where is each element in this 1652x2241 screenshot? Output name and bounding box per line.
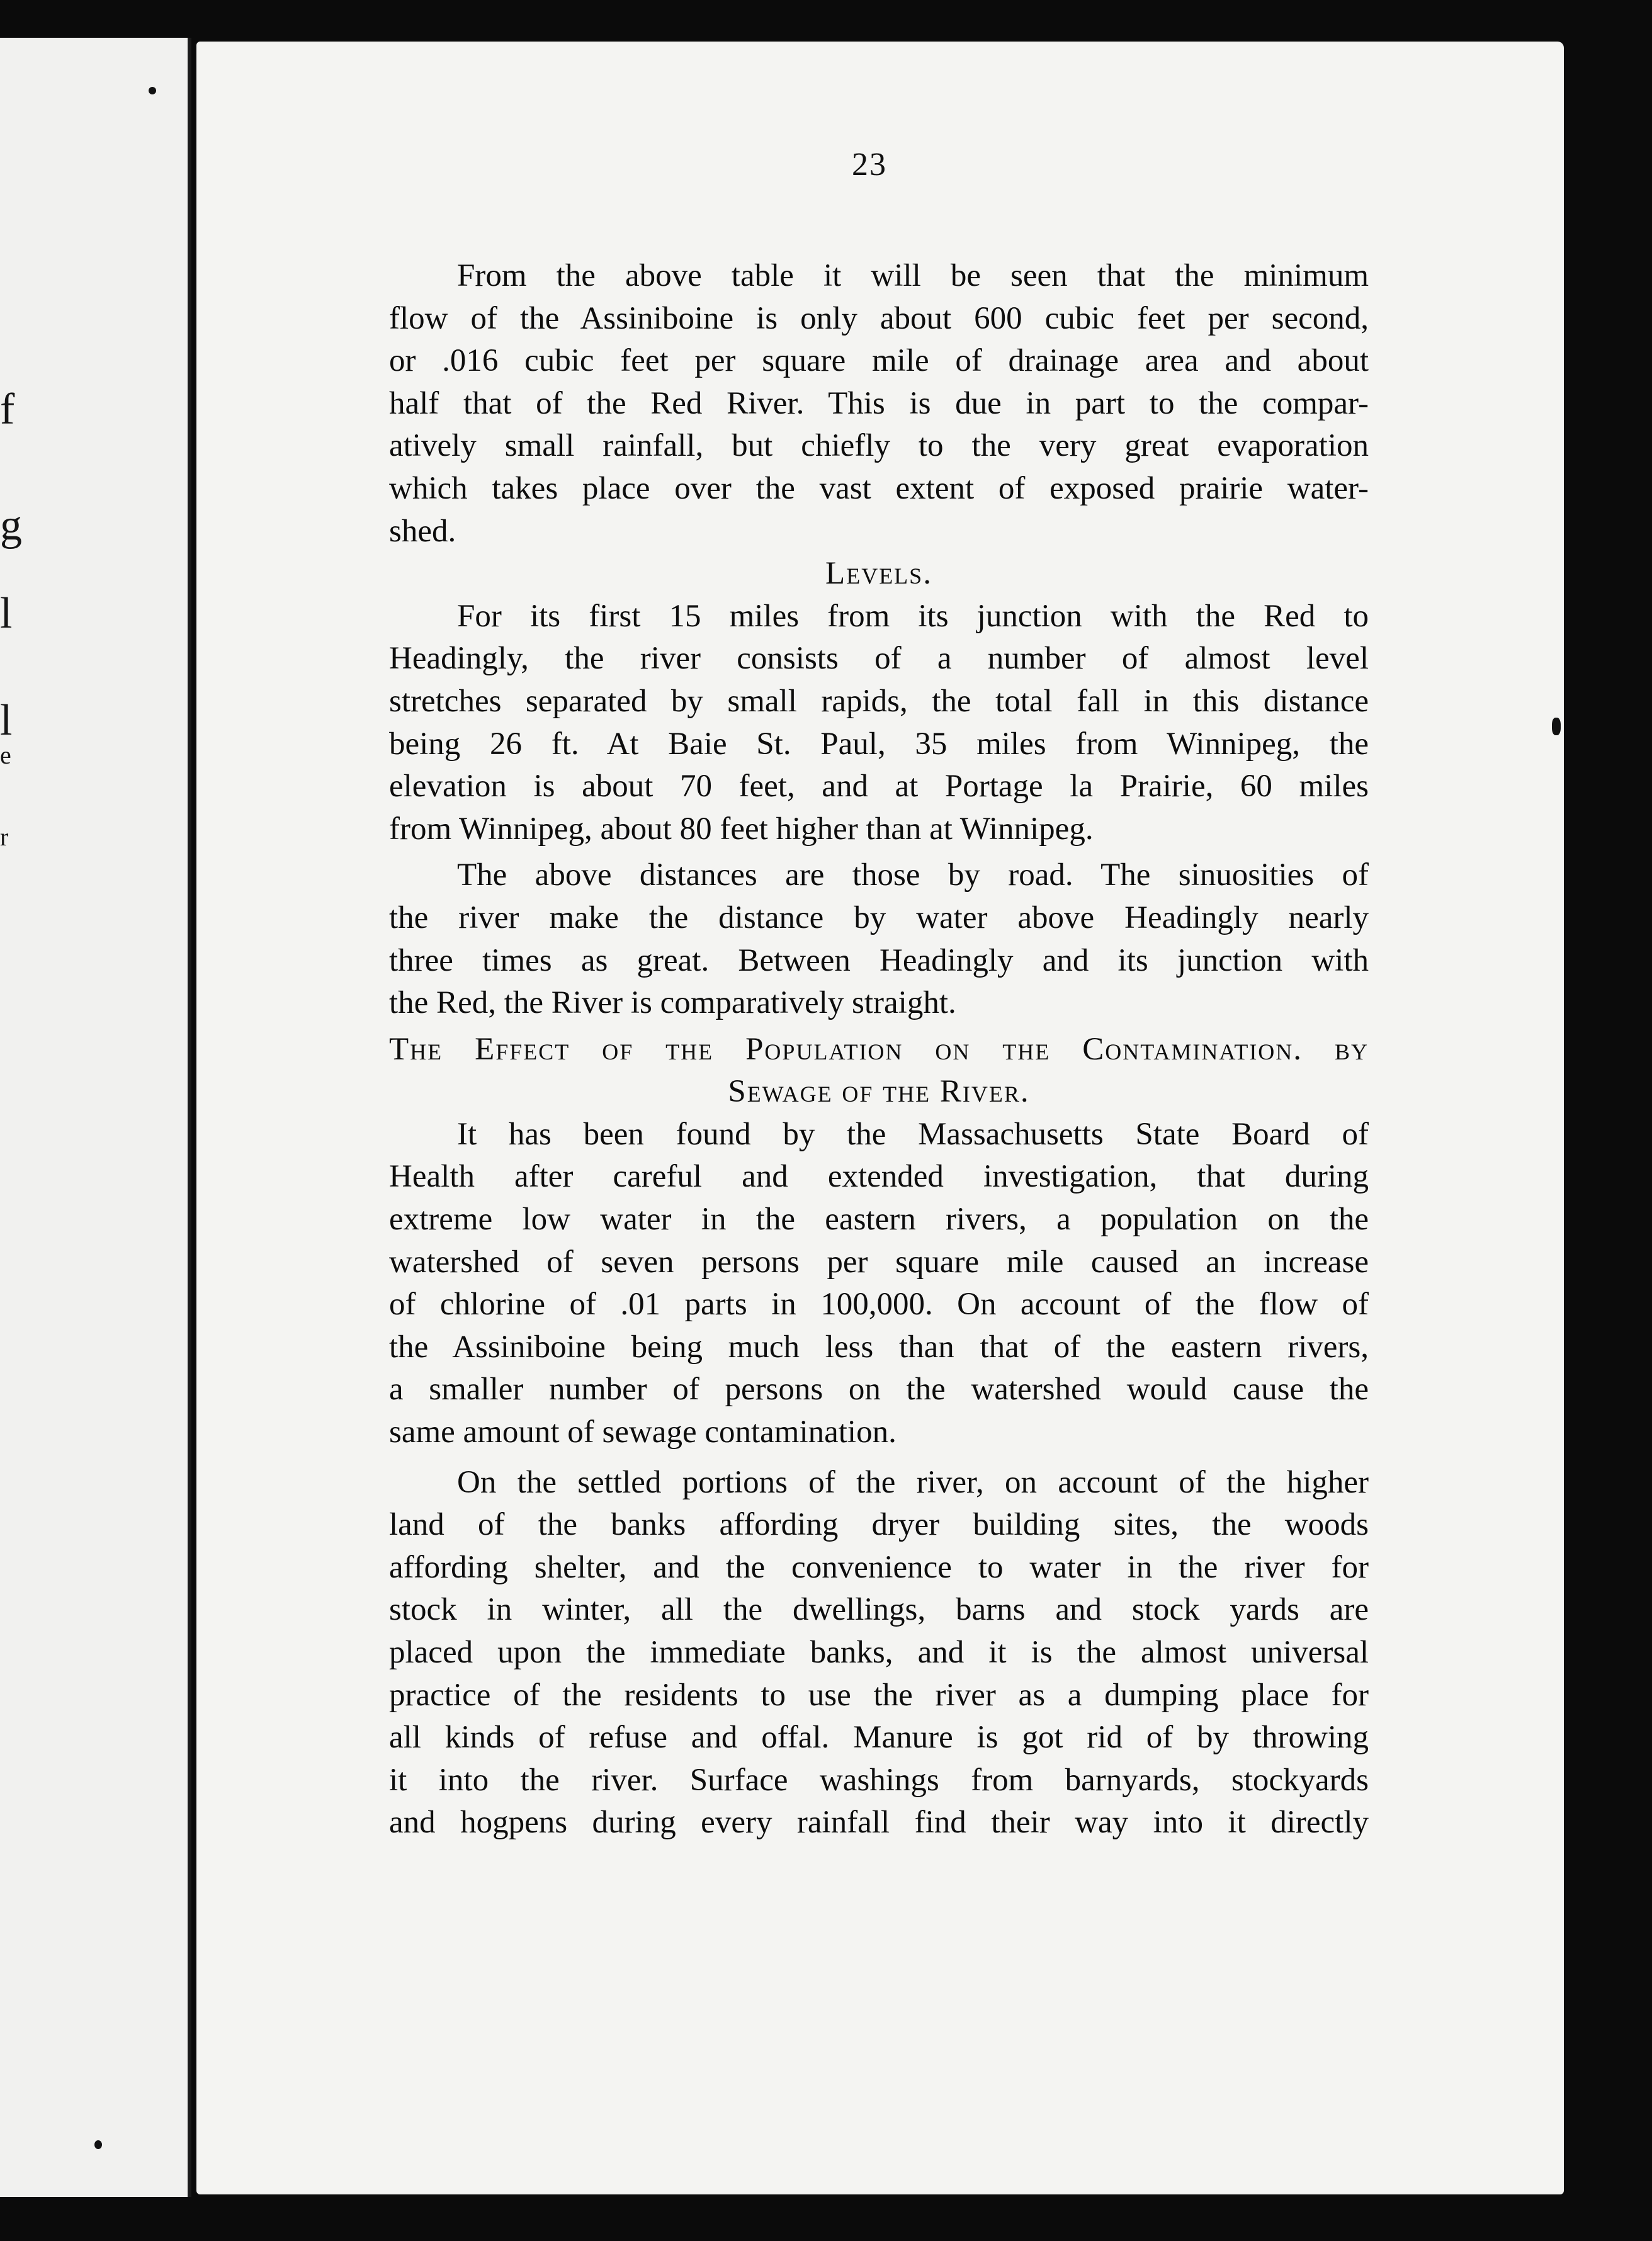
section-heading bbox=[389, 553, 1369, 596]
text-line: the river make the distance by water above Headingly nearly bbox=[389, 900, 1369, 935]
text-line: The above distances are those by road. The sinuosities of bbox=[457, 857, 1369, 893]
text-line: stock in winter, all the dwellings, barns and stock yards are bbox=[389, 1592, 1369, 1628]
text-line: On the settled portions of the river, on account of the higher bbox=[457, 1464, 1369, 1500]
text-line: from Winnipeg, about 80 feet higher than at Winnipeg. bbox=[389, 811, 1094, 847]
text-line: placed upon the immediate banks, and it is the almost universal bbox=[389, 1635, 1369, 1670]
paragraph bbox=[389, 1462, 1369, 1844]
text-line: it into the river. Surface washings from barnyards, stockyards bbox=[389, 1762, 1369, 1798]
text-line: or .016 cubic feet per square mile of drainage area and about bbox=[389, 343, 1369, 379]
paragraph bbox=[389, 854, 1369, 1024]
page-edge-mark bbox=[1552, 718, 1561, 735]
text-line: atively small rainfall, but chiefly to the very great evaporation bbox=[389, 428, 1369, 464]
text-line: land of the banks affording dryer building sites, the woods bbox=[389, 1507, 1369, 1543]
text-line: flow of the Assiniboine is only about 600 cubic feet per second, bbox=[389, 300, 1369, 336]
dust-speck bbox=[149, 87, 156, 94]
text-line: elevation is about 70 feet, and at Portage la Prairie, 60 miles bbox=[389, 769, 1369, 804]
text-line: three times as great. Between Headingly and its junction with bbox=[389, 942, 1369, 978]
heading-line: The Effect of the Population on the Contamination. by bbox=[389, 1031, 1369, 1067]
previous-page-edge bbox=[0, 38, 191, 2197]
fragment-char: r bbox=[0, 823, 9, 851]
text-line: the Red, the River is comparatively straight. bbox=[389, 985, 956, 1021]
text-line: same amount of sewage contamination. bbox=[389, 1414, 897, 1450]
text-line: the Assiniboine being much less than that of the eastern rivers, bbox=[389, 1329, 1369, 1365]
text-line: affording shelter, and the convenience to water in the river for bbox=[389, 1549, 1369, 1585]
page-number: 23 bbox=[852, 147, 887, 183]
text-line: a smaller number of persons on the watershed would cause the bbox=[389, 1372, 1369, 1408]
text-line: and hogpens during every rainfall find their way into it directly bbox=[389, 1805, 1369, 1841]
paragraph bbox=[389, 1114, 1369, 1454]
text-line: Headingly, the river consists of a number of almost level bbox=[389, 641, 1369, 677]
text-line: Health after careful and extended investigation, that during bbox=[389, 1159, 1369, 1195]
text-line: half that of the Red River. This is due in part to the compar- bbox=[389, 385, 1369, 421]
paragraph bbox=[389, 255, 1369, 553]
text-line: For its first 15 miles from its junction with the Red to bbox=[457, 598, 1369, 634]
fragment-char: l bbox=[0, 696, 13, 745]
fragment-char: e bbox=[0, 741, 11, 769]
text-line: stretches separated by small rapids, the total fall in this distance bbox=[389, 683, 1369, 719]
text-line: watershed of seven persons per square mile caused an increase bbox=[389, 1244, 1369, 1280]
paragraph bbox=[389, 596, 1369, 851]
text-line: From the above table it will be seen that the minimum bbox=[457, 258, 1369, 293]
text-line: It has been found by the Massachusetts State Board of bbox=[457, 1116, 1369, 1152]
fragment-char: l bbox=[0, 589, 13, 638]
heading-line: Levels. bbox=[825, 556, 932, 592]
dust-speck bbox=[94, 2140, 102, 2149]
text-line: practice of the residents to use the river as a dumping place for bbox=[389, 1677, 1369, 1713]
text-line: which takes place over the vast extent of exposed prairie water- bbox=[389, 470, 1369, 506]
text-line: shed. bbox=[389, 513, 456, 549]
text-line: being 26 ft. At Baie St. Paul, 35 miles from Winnipeg, the bbox=[389, 726, 1369, 762]
heading-line: Sewage of the River. bbox=[728, 1074, 1030, 1110]
fragment-char: f bbox=[0, 385, 15, 434]
text-line: all kinds of refuse and offal. Manure is got rid of by throwing bbox=[389, 1720, 1369, 1756]
text-line: extreme low water in the eastern rivers, a population on the bbox=[389, 1202, 1369, 1238]
text-line: of chlorine of .01 parts in 100,000. On account of the flow of bbox=[389, 1287, 1369, 1323]
fragment-char: g bbox=[0, 501, 22, 550]
section-heading bbox=[389, 1029, 1369, 1114]
body-text bbox=[389, 255, 1369, 1844]
